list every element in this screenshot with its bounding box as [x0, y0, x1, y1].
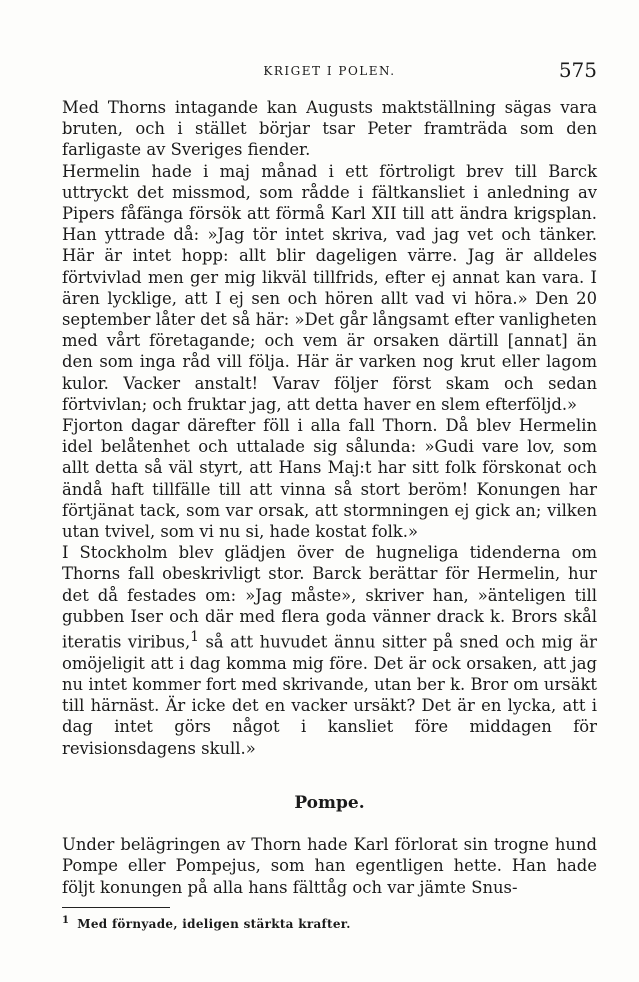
footnote-divider — [62, 907, 170, 908]
footnote-reference: 1 — [190, 629, 199, 646]
paragraph: Hermelin hade i maj månad i ett förtroligt brev till Barck uttryckt det missmod, som rådde i fältkansliet i anledning av Pipers fåfänga försök att förmå Karl XII till att ändra krigsplan. Han yttrade då: »Jag tör intet skriva, vad jag vet och tänker. Här är intet hopp: allt blir dageligen värre. Jag är alldeles förtvivlad men ger mig likväl tillfrids, efter ej annat kan vara. I ären lycklige, att I ej sen och hören allt vad vi höra.» Den 20 september låter det så här: »Det går långsamt efter vanligheten med vårt företagande; och vem är orsaken därtill [annat] än den som inga råd vill följa. Här är varken nog krut eller lagom kulor. Vacker anstalt! Varav följer först skam och sedan förtvivlan; och fruktar jag, att detta haver en slem efterföljd.» — [62, 161, 597, 414]
paragraph — [62, 542, 597, 759]
paragraph: Med Thorns intagande kan Augusts maktställning sägas vara bruten, och i stället börjar tsar Peter framträda som den farligaste av Sveriges fiender. — [62, 98, 597, 160]
footnote — [62, 915, 597, 931]
running-head — [62, 58, 597, 82]
page-number: 575 — [558, 58, 597, 82]
running-title: KRIGET I POLEN. — [263, 64, 396, 78]
footnote-text: Med förnyade, ideligen stärkta krafter. — [77, 917, 351, 931]
paragraph: Fjorton dagar därefter föll i alla fall Thorn. Då blev Hermelin idel belåtenhet och uttalade sig sålunda: »Gudi vare lov, som allt detta så väl styrt, att Hans Maj:t har sitt folk förskonat och ändå haft tillfälle till att vinna så stort beröm! Konungen har förtjänat tack, som var orsak, att stormningen ej gick an; vilken utan tvivel, som vi nu si, hade kostat folk.» — [62, 416, 597, 542]
section-heading: Pompe. — [294, 793, 365, 813]
paragraph-text: så att huvudet ännu sitter på sned och mig är omöjeligit att i dag komma mig före. Det är ock orsaken, att jag nu intet kommer fort med skrivande, utan ber k. Bror om ursäkt till härnäst. Är icke det en vacker ursäkt? Det är en lycka, att i dag intet görs något i kansliet före middagen för revisionsdagens skull.» — [62, 632, 597, 758]
paragraph: Under belägringen av Thorn hade Karl förlorat sin trogne hund Pompe eller Pompejus, som han egentligen hette. Han hade följt konungen på alla hans fälttåg och var jämte Snus- — [62, 835, 597, 897]
body-text — [62, 97, 597, 759]
paragraph-text: I Stockholm blev glädjen över de hugneliga tidenderna om Thorns fall obeskrivligt stor. Barck berättar för Hermelin, hur det då festades om: »Jag måste», skriver han, »änteligen till gubben Iser och där med flera goda vänner drack k. Brors skål iteratis viribus, — [62, 543, 597, 652]
footnote-mark: 1 — [62, 915, 70, 926]
section-text — [62, 834, 597, 898]
